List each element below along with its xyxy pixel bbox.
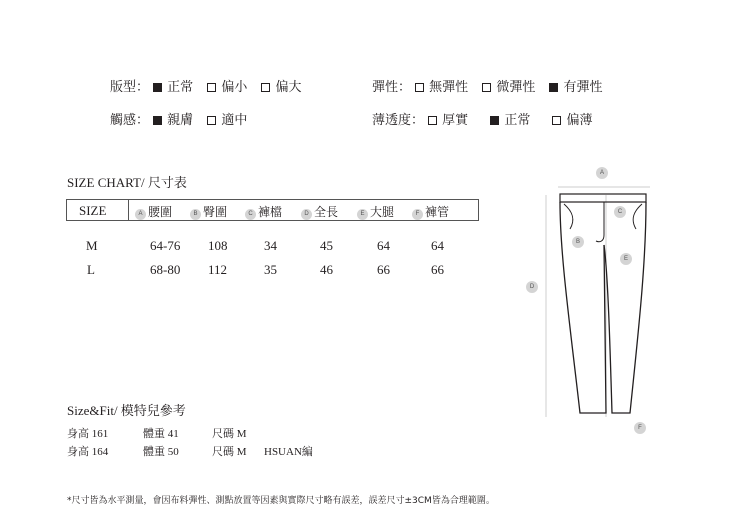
transparency-option-thick: 厚實 (428, 109, 468, 128)
row-l-thigh: 66 (377, 262, 390, 277)
elasticity-row (372, 76, 612, 95)
row-m-size: M (86, 238, 98, 253)
checkbox-empty-icon (261, 83, 270, 92)
transparency-row (372, 109, 602, 128)
diagram-mark-a: A (596, 167, 608, 179)
model-1-size: 尺碼 M (212, 428, 247, 440)
col-header-length: D 全長 (301, 203, 338, 220)
fit-label: 版型： (110, 80, 150, 95)
model-1-weight: 體重 41 (143, 428, 179, 440)
pants-diagram (520, 165, 670, 445)
waistband (560, 194, 646, 202)
row-l-rise: 35 (264, 262, 277, 277)
checkbox-empty-icon (482, 83, 491, 92)
fly (596, 202, 604, 242)
touch-option-medium: 適中 (207, 109, 247, 128)
diagram-mark-e: E (620, 253, 632, 265)
row-l-waist: 68-80 (150, 262, 181, 277)
touch-row (110, 109, 257, 128)
row-m-waist: 64-76 (150, 238, 181, 253)
size-header: SIZE (79, 203, 107, 218)
model-2-size: 尺碼 M (212, 446, 247, 458)
footnote: *尺寸皆為水平測量，會因布料彈性、測點放置等因素與實際尺寸略有誤差，誤差尺寸±3CM皆為合理範圍。 (67, 496, 495, 506)
transparency-option-normal: 正常 (490, 109, 530, 128)
transparency-option-thin: 偏薄 (552, 109, 592, 128)
row-m-rise: 34 (264, 238, 277, 253)
right-leg (604, 202, 646, 413)
diagram-mark-d: D (526, 281, 538, 293)
fit-row (110, 76, 311, 95)
elasticity-option-slight: 微彈性 (482, 76, 535, 95)
row-l-hem: 66 (431, 262, 444, 277)
elasticity-option-none: 無彈性 (415, 76, 468, 95)
transparency-label: 薄透度： (372, 113, 425, 128)
checkbox-empty-icon (552, 116, 561, 125)
model-1-height: 身高 161 (67, 428, 109, 440)
row-m-hip: 108 (208, 238, 228, 253)
checkbox-checked-icon (490, 116, 499, 125)
checkbox-empty-icon (415, 83, 424, 92)
mark-d-icon: D (301, 209, 312, 220)
row-l-length: 46 (320, 262, 333, 277)
size-chart-header (66, 199, 479, 221)
row-m-thigh: 64 (377, 238, 390, 253)
elasticity-option-yes: 有彈性 (549, 76, 602, 95)
checkbox-empty-icon (207, 116, 216, 125)
mark-c-icon: C (245, 209, 256, 220)
fit-option-large: 偏大 (261, 76, 301, 95)
row-l-hip: 112 (208, 262, 228, 277)
diagram-mark-c: C (614, 206, 626, 218)
checkbox-checked-icon (549, 83, 558, 92)
col-header-rise: C 褲檔 (245, 203, 282, 220)
checkbox-empty-icon (207, 83, 216, 92)
checkbox-checked-icon (153, 116, 162, 125)
left-leg (560, 202, 606, 413)
left-pocket (564, 204, 573, 229)
model-2-name: HSUAN編 (264, 446, 313, 458)
col-header-hem: F 褲管 (412, 203, 449, 220)
fit-option-normal: 正常 (153, 76, 193, 95)
header-divider (128, 200, 129, 220)
touch-label: 觸感： (110, 113, 150, 128)
row-l-size: L (87, 262, 95, 277)
checkbox-checked-icon (153, 83, 162, 92)
fit-option-small: 偏小 (207, 76, 247, 95)
checkbox-empty-icon (428, 116, 437, 125)
col-header-thigh: E 大腿 (357, 203, 394, 220)
row-m-hem: 64 (431, 238, 444, 253)
diagram-mark-b: B (572, 236, 584, 248)
mark-a-icon: A (135, 209, 146, 220)
right-pocket (633, 204, 642, 229)
elasticity-label: 彈性： (372, 80, 412, 95)
touch-option-soft: 親膚 (153, 109, 193, 128)
row-m-length: 45 (320, 238, 333, 253)
size-chart-title: SIZE CHART/ 尺寸表 (67, 175, 187, 190)
model-2-height: 身高 164 (67, 446, 109, 458)
model-title: Size&Fit/ 模特兒參考 (67, 403, 186, 418)
model-2-weight: 體重 50 (143, 446, 179, 458)
mark-b-icon: B (190, 209, 201, 220)
mark-e-icon: E (357, 209, 368, 220)
diagram-mark-f: F (634, 422, 646, 434)
col-header-waist: A 腰圍 (135, 203, 172, 220)
mark-f-icon: F (412, 209, 423, 220)
col-header-hip: B 臀圍 (190, 203, 227, 220)
